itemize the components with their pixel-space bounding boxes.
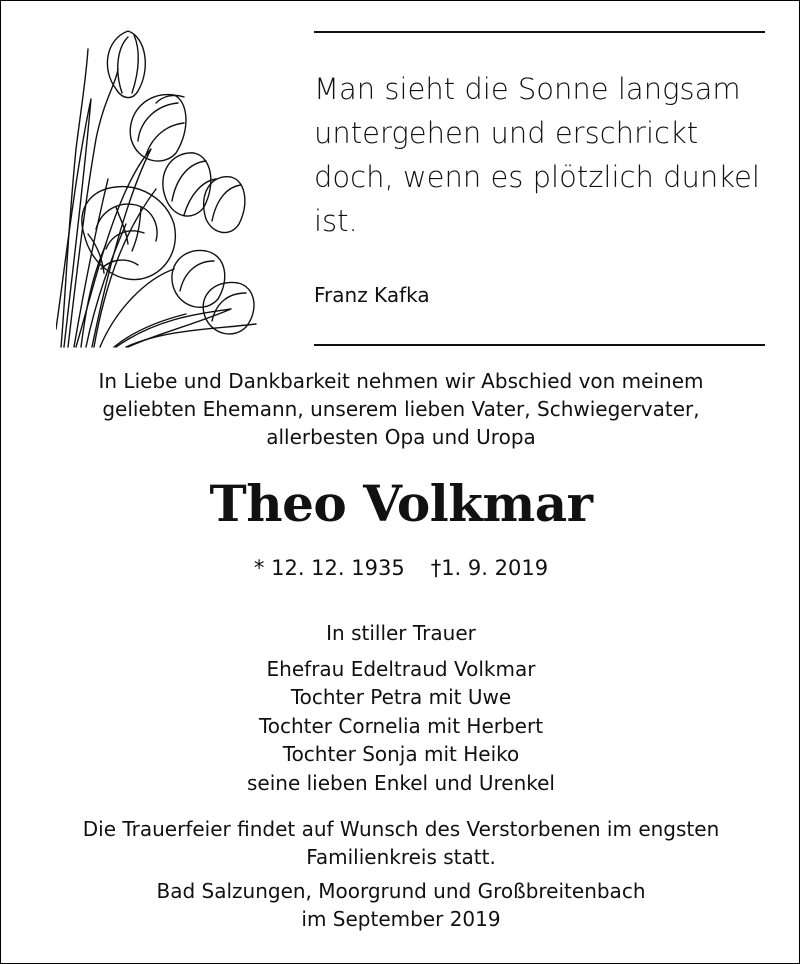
tulip-bouquet-illustration (56, 29, 261, 349)
birth-date: * 12. 12. 1935 (253, 556, 405, 580)
top-divider (314, 31, 765, 33)
bottom-divider (314, 344, 765, 346)
mourners-block (1, 619, 800, 797)
quote-line: Man sieht die Sonne langsam (314, 72, 741, 106)
mourner: Ehefrau Edeltraud Volkmar (266, 656, 536, 681)
mourner: Tochter Cornelia mit Herbert (258, 713, 544, 738)
place-and-date (1, 877, 800, 933)
funeral-note (1, 815, 800, 871)
mourner: Tochter Petra mit Uwe (290, 685, 512, 709)
funeral-line: Familienkreis statt. (306, 845, 496, 869)
quote-line: untergehen und erschrickt (314, 116, 699, 150)
quote-line: ist. (314, 204, 358, 238)
intro-line: allerbesten Opa und Uropa (266, 425, 536, 449)
place-line: Bad Salzungen, Moorgrund und Großbreitenbach (156, 879, 646, 903)
mourning-heading: In stiller Trauer (326, 621, 476, 645)
intro-text (1, 367, 800, 451)
place-line: im September 2019 (301, 907, 501, 931)
quote-line: doch, wenn es plötzlich dunkel (314, 160, 760, 194)
mourner: seine lieben Enkel und Urenkel (246, 770, 555, 795)
mourner: Tochter Sonja mit Heiko (282, 742, 520, 766)
funeral-line: Die Trauerfeier findet auf Wunsch des Verstorbenen im engsten (82, 817, 720, 841)
deceased-name: Theo Volkmar (209, 474, 593, 533)
intro-line: geliebten Ehemann, unserem lieben Vater, Schwiegervater, (102, 397, 700, 421)
death-date: †1. 9. 2019 (430, 556, 549, 580)
quote (314, 67, 774, 243)
quote-author: Franz Kafka (314, 283, 430, 307)
life-dates (1, 553, 800, 583)
intro-line: In Liebe und Dankbarkeit nehmen wir Abschied von meinem (98, 369, 704, 393)
